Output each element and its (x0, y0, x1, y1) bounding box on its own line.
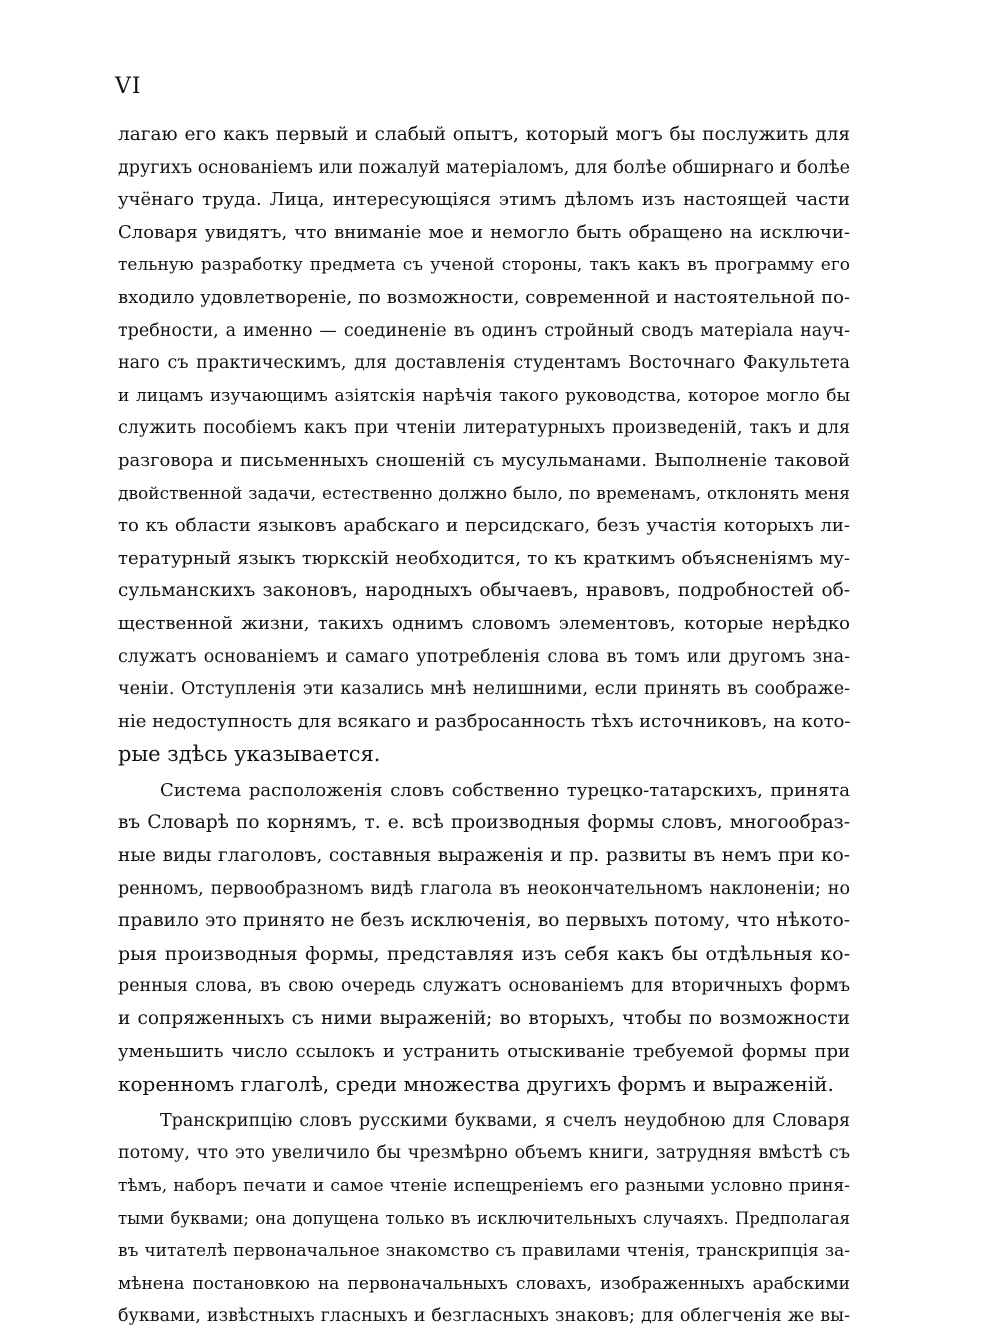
text-line: Система расположенія словъ собственно турецко-татарскихъ, принята (160, 779, 850, 801)
paragraph-1 (118, 119, 850, 771)
text-line: рыя производныя формы, представляя изъ себя какъ бы отдѣльныя ко- (118, 942, 850, 965)
text-line: служить пособіемъ какъ при чтеніи литературныхъ произведеній, такъ и для (118, 418, 850, 439)
text-line: лагаю его какъ первый и слабый опытъ, который могъ бы послужить для (118, 124, 850, 145)
body-text (118, 119, 850, 1333)
text-line: тѣмъ, наборъ печати и самое чтеніе испещреніемъ его разными условно приня- (118, 1176, 850, 1196)
text-line: разговора и письменныхъ сношеній съ мусульманами. Выполненіе таковой (118, 449, 850, 471)
text-line: то къ области языковъ арабскаго и персидскаго, безъ участія которыхъ ли- (118, 515, 850, 537)
text-line: и лицамъ изучающимъ азіятскія нарѣчія такого руководства, которое могло бы (118, 385, 850, 406)
text-line: и сопряженныхъ съ ними выраженій; во вторыхъ, чтобы по возможности (118, 1008, 850, 1030)
text-line: Словаря увидятъ, что вниманіе мое и немогло быть обращено на исключи- (118, 221, 850, 243)
text-line: мѣнена постановкою на первоначальныхъ словахъ, изображенныхъ арабскими (118, 1273, 850, 1294)
text-line: ренномъ, первообразномъ видѣ глагола въ неокончательномъ наклоненіи; но (118, 878, 850, 899)
text-line: правило это принято не безъ исключенія, во первыхъ потому, что нѣкото- (118, 910, 850, 932)
text-line: ные виды глаголовъ, составныя выраженія и пр. развиты въ немъ при ко- (118, 845, 850, 867)
text-line: ченіи. Отступленія эти казались мнѣ нелишними, если принять въ соображе- (118, 679, 850, 700)
text-line: сульманскихъ законовъ, народныхъ обычаевъ, нравовъ, подробностей об- (118, 580, 850, 602)
text-line: уменьшить число ссылокъ и устранить отыскиваніе требуемой формы при (118, 1040, 850, 1062)
paragraph-2 (118, 775, 850, 1101)
text-line: двойственной задачи, естественно должно было, по временамъ, отклонять меня (118, 483, 850, 504)
text-line: въ Словарѣ по корнямъ, т. е. всѣ производныя формы словъ, многообраз- (118, 812, 850, 834)
text-line: учёнаго труда. Лица, интересующіяся этимъ дѣломъ изъ настоящей части (118, 189, 850, 211)
text-line: требности, а именно — соединеніе въ одинъ стройный сводъ матеріала науч- (118, 320, 850, 341)
text-line: тературный языкъ тюркскій необходится, то къ краткимъ объясненіямъ му- (118, 547, 850, 569)
page-number: VI (115, 74, 142, 99)
text-line: тельную разработку предмета съ ученой стороны, такъ какъ въ программу его (118, 255, 850, 276)
text-line: рые здѣсь указывается. (118, 742, 381, 767)
paragraph-3 (118, 1105, 850, 1333)
text-line: другихъ основаніемъ или пожалуй матеріаломъ, для болѣе обширнаго и болѣе (118, 157, 850, 178)
text-line: въ читателѣ первоначальное знакомство съ правилами чтенія, транскрипція за- (118, 1241, 850, 1262)
text-line: входило удовлетвореніе, по возможности, современной и настоятельной по- (118, 286, 850, 308)
text-line: наго съ практическимъ, для доставленія студентамъ Восточнаго Факультета (118, 353, 850, 374)
text-line: служатъ основаніемъ и самаго употребленія слова въ томъ или другомъ зна- (118, 646, 850, 667)
text-line: тыми буквами; она допущена только въ исключительныхъ случаяхъ. Предполагая (118, 1208, 850, 1228)
text-line: ренныя слова, въ свою очередь служатъ основаніемъ для вторичныхъ формъ (118, 976, 850, 997)
text-line: Транскрипцію словъ русскими буквами, я счелъ неудобною для Словаря (160, 1110, 850, 1131)
text-line: ніе недоступность для всякаго и разбросанность тѣхъ источниковъ, на кото- (118, 710, 850, 732)
text-line: коренномъ глаголѣ, среди множества другихъ формъ и выраженій. (118, 1072, 834, 1097)
text-line: буквами, извѣстныхъ гласныхъ и безгласныхъ знаковъ; для облегченія же вы- (118, 1306, 850, 1327)
text-line: щественной жизни, такихъ однимъ словомъ элементовъ, которые нерѣдко (118, 612, 850, 634)
text-line: потому, что это увеличило бы чрезмѣрно объемъ книги, затрудняя вмѣстѣ съ (118, 1143, 850, 1164)
